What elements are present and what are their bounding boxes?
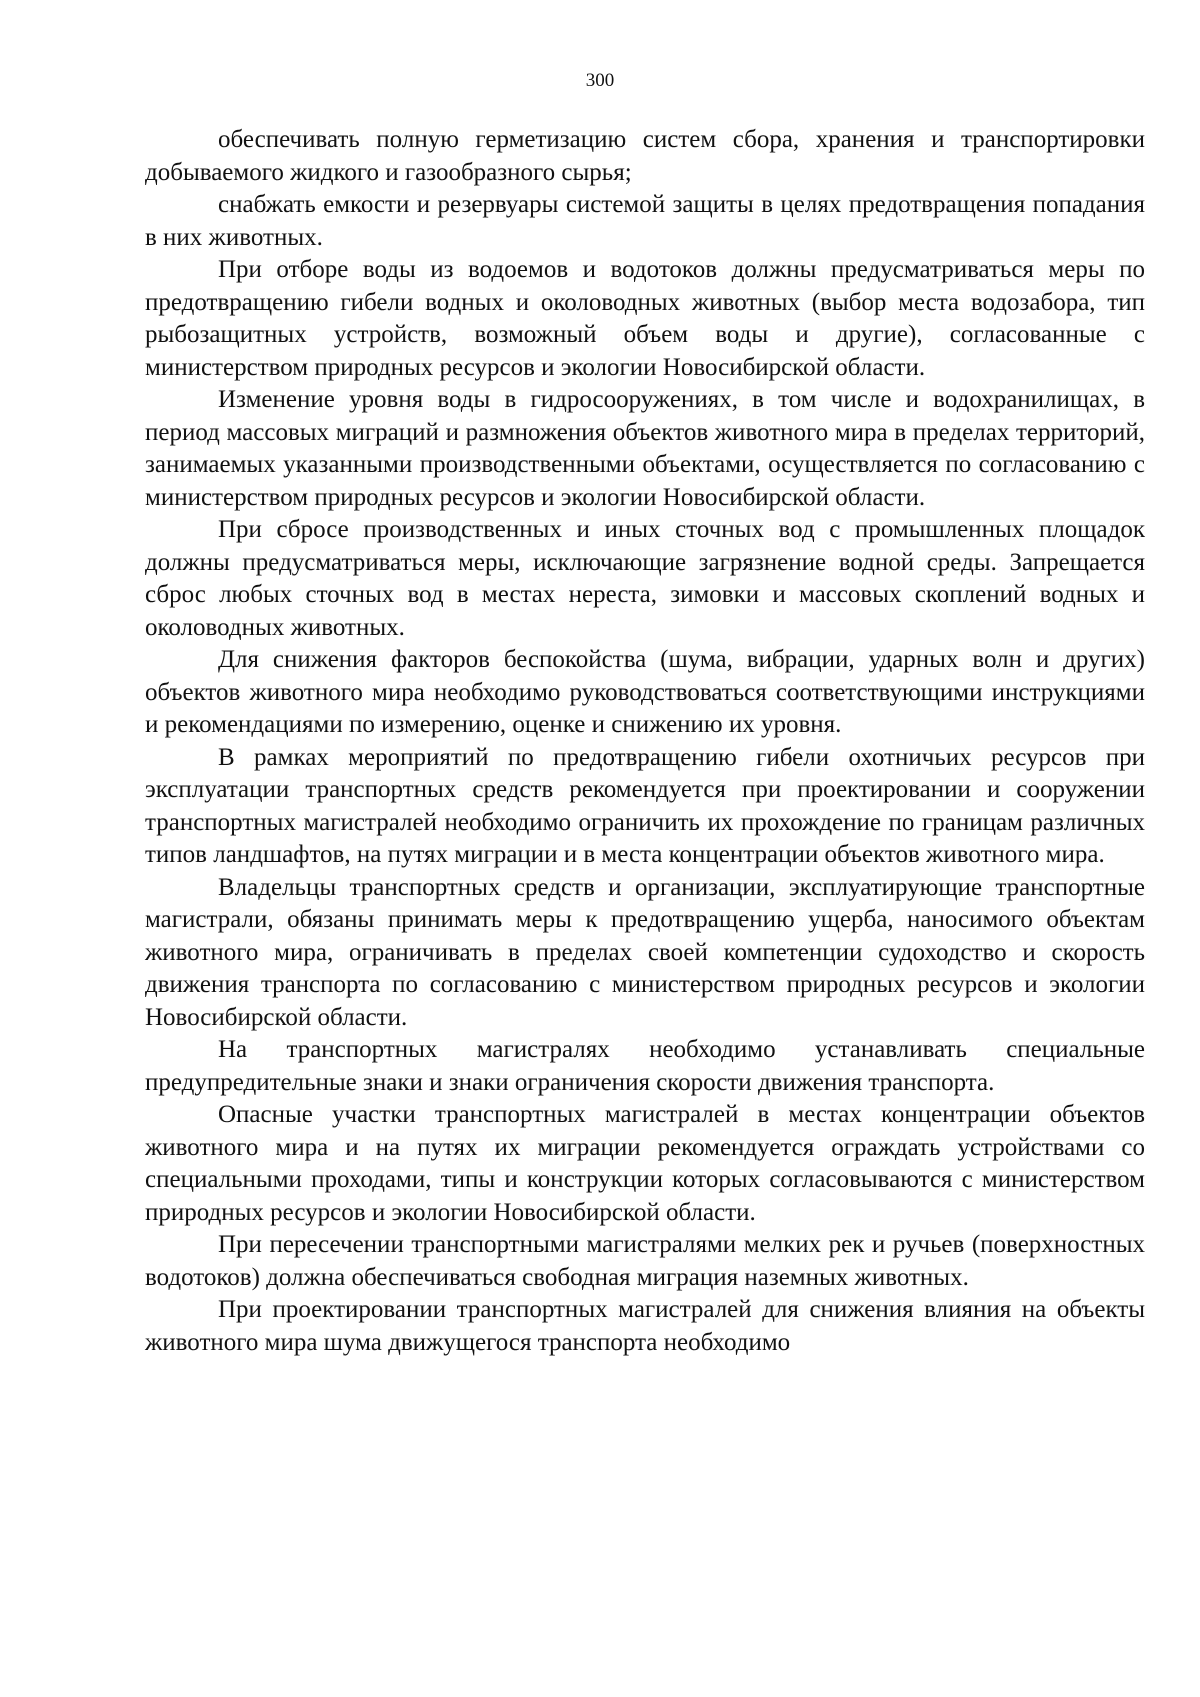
document-body <box>145 124 1145 1359</box>
paragraph-11: При пересечении транспортными магистралями мелких рек и ручьев (поверхностных водотоков) должна обеспечиваться свободная миграция наземных животных. <box>145 1231 1145 1291</box>
paragraph-7: В рамках мероприятий по предотвращению гибели охотничьих ресурсов при эксплуатации транспортных средств рекомендуется при проектировании и сооружении транспортных магистралей необходимо ограничить их прохождение по границам различных типов ландшафтов, на путях миграции и в места концентрации объектов животного мира. <box>145 743 1145 868</box>
paragraph-3: При отборе воды из водоемов и водотоков должны предусматриваться меры по предотвращению гибели водных и околоводных животных (выбор места водозабора, тип рыбозащитных устройств, возможный объем воды и другие), согласованные с министерством природных ресурсов и экологии Новосибирской области. <box>145 256 1145 381</box>
paragraph-6: Для снижения факторов беспокойства (шума, вибрации, ударных волн и других) объектов животного мира необходимо руководствоваться соответствующими инструкциями и рекомендациями по измерению, оценке и снижению их уровня. <box>145 646 1145 738</box>
paragraph-12: При проектировании транспортных магистралей для снижения влияния на объекты животного мира шума движущегося транспорта необходимо <box>145 1296 1145 1356</box>
paragraph-9: На транспортных магистралях необходимо устанавливать специальные предупредительные знаки и знаки ограничения скорости движения транспорта. <box>145 1036 1145 1096</box>
paragraph-2: снабжать емкости и резервуары системой защиты в целях предотвращения попадания в них животных. <box>145 191 1145 251</box>
paragraph-10: Опасные участки транспортных магистралей в местах концентрации объектов животного мира и на путях их миграции рекомендуется ограждать устройствами со специальными проходами, типы и конструкции которых согласовываются с министерством природных ресурсов и экологии Новосибирской области. <box>145 1101 1145 1226</box>
page-number: 300 <box>585 70 615 91</box>
paragraph-5: При сбросе производственных и иных сточных вод с промышленных площадок должны предусматриваться меры, исключающие загрязнение водной среды. Запрещается сброс любых сточных вод в местах нереста, зимовки и массовых скоплений водных и околоводных животных. <box>145 516 1145 641</box>
paragraph-1: обеспечивать полную герметизацию систем сбора, хранения и транспортировки добываемого жидкого и газообразного сырья; <box>145 126 1145 186</box>
paragraph-8: Владельцы транспортных средств и организации, эксплуатирующие транспортные магистрали, обязаны принимать меры к предотвращению ущерба, наносимого объектам животного мира, ограничивать в пределах своей компетенции судоходство и скорость движения транспорта по согласованию с министерством природных ресурсов и экологии Новосибирской области. <box>145 873 1145 1031</box>
paragraph-4: Изменение уровня воды в гидросооружениях, в том числе и водохранилищах, в период массовых миграций и размножения объектов животного мира в пределах территорий, занимаемых указанными производственными объектами, осуществляется по согласованию с министерством природных ресурсов и экологии Новосибирской области. <box>145 386 1145 511</box>
